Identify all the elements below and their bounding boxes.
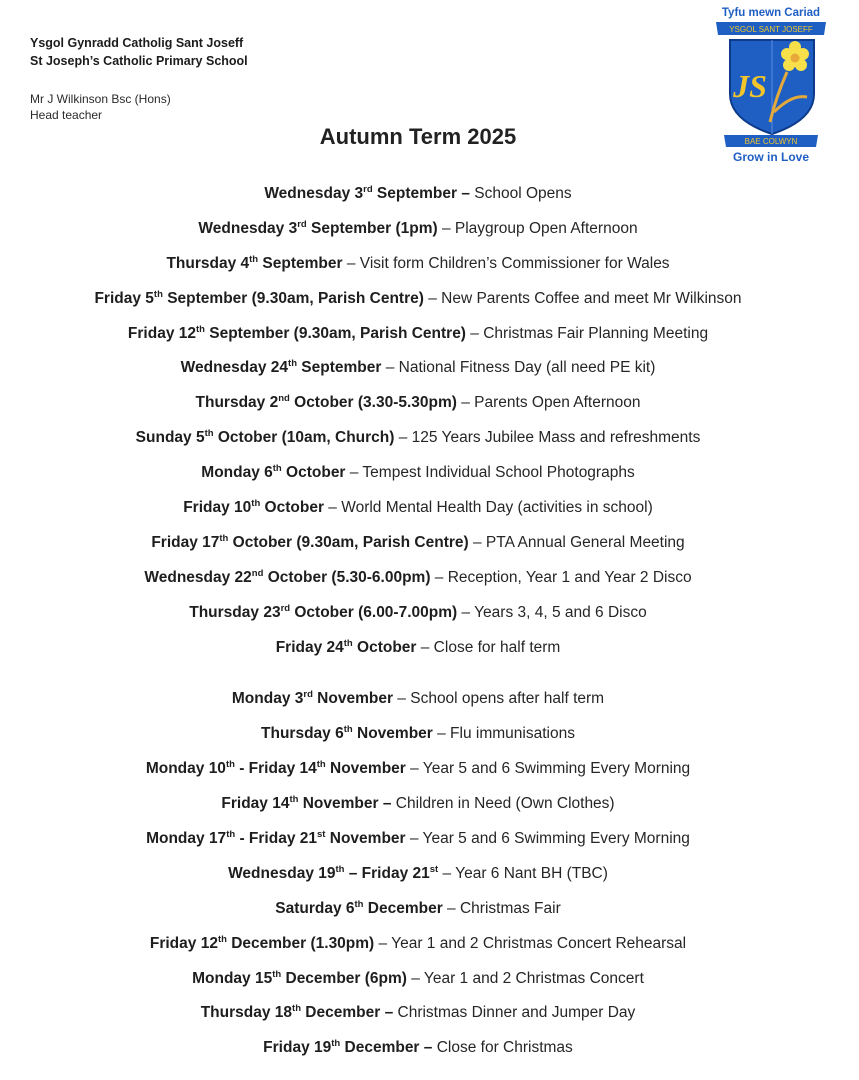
event-item	[0, 638, 836, 673]
date-text: December	[363, 899, 443, 917]
date-text: December (1.30pm)	[226, 934, 375, 952]
date-text: September (9.30am, Parish Centre)	[162, 289, 424, 307]
event-item	[0, 934, 836, 969]
event-date	[146, 760, 406, 777]
date-ordinal-suffix: rd	[297, 218, 307, 230]
event-item	[0, 533, 836, 568]
event-description: – Christmas Fair	[442, 899, 561, 917]
event-item	[0, 219, 836, 254]
event-description: – Close for half term	[416, 638, 561, 656]
event-description: – Christmas Fair Planning Meeting	[465, 324, 709, 342]
date-text: Friday 19	[263, 1039, 332, 1057]
date-ordinal-suffix: rd	[280, 602, 291, 614]
date-text: October (3.30-5.30pm)	[289, 394, 457, 412]
school-name-welsh: Ysgol Gynradd Catholig Sant Joseff	[30, 36, 244, 50]
date-ordinal-suffix: th	[272, 968, 282, 980]
date-ordinal-suffix: th	[272, 463, 282, 475]
date-text: October	[352, 638, 417, 656]
event-date	[232, 690, 393, 707]
event-item	[0, 324, 836, 359]
event-description: Children in Need (Own Clothes)	[391, 795, 615, 813]
date-ordinal-suffix: rd	[363, 184, 373, 195]
date-text: October	[260, 499, 324, 517]
date-ordinal-suffix: th	[204, 428, 214, 440]
date-text: Friday 17	[151, 533, 220, 551]
event-date	[275, 900, 443, 917]
event-date	[201, 464, 345, 481]
event-description: – National Fitness Day (all need PE kit)	[381, 359, 656, 377]
date-text: Thursday 18	[200, 1004, 293, 1022]
date-text: Friday 14	[221, 795, 290, 813]
logo-motto-english: Grow in Love	[732, 150, 810, 164]
date-ordinal-suffix: th	[251, 498, 261, 510]
date-ordinal-suffix: th	[354, 898, 364, 910]
date-text: Monday 3	[231, 690, 304, 708]
date-ordinal-suffix: st	[429, 863, 439, 875]
date-text: December (6pm)	[281, 969, 407, 987]
date-text: Friday 10	[183, 499, 252, 517]
event-item	[0, 794, 836, 829]
event-date	[128, 325, 466, 342]
logo-banner-bottom-text: BAE COLWYN	[744, 137, 798, 146]
event-item	[0, 829, 836, 864]
date-text: November	[312, 690, 393, 708]
date-ordinal-suffix: th	[226, 829, 236, 841]
head-teacher-name: Mr J Wilkinson Bsc (Hons)	[30, 92, 171, 106]
event-description: – Playgroup Open Afternoon	[437, 219, 638, 237]
date-text: Thursday 4	[166, 254, 250, 272]
date-text: September	[297, 359, 382, 377]
event-date	[183, 499, 324, 516]
event-item	[0, 899, 836, 934]
date-text: September (1pm)	[306, 219, 438, 237]
event-description: – Parents Open Afternoon	[456, 394, 641, 412]
date-text: Wednesday 22	[144, 568, 252, 586]
event-description: – Years 3, 4, 5 and 6 Disco	[457, 603, 647, 621]
event-item	[0, 603, 836, 638]
event-item	[0, 689, 836, 724]
date-text: Thursday 2	[195, 394, 279, 412]
date-ordinal-suffix: th	[331, 1038, 341, 1050]
logo-monogram: JS	[733, 68, 767, 104]
event-description: – Year 5 and 6 Swimming Every Morning	[405, 830, 690, 848]
date-ordinal-suffix: st	[317, 829, 326, 841]
date-ordinal-suffix: th	[292, 1003, 301, 1015]
event-item	[0, 969, 836, 1004]
date-text: September –	[372, 185, 470, 202]
event-item	[0, 1003, 836, 1038]
date-text: October (5.30-6.00pm)	[263, 568, 431, 586]
date-text: October (9.30am, Parish Centre)	[228, 533, 469, 551]
event-description: – Flu immunisations	[432, 725, 575, 743]
event-date	[221, 795, 391, 812]
event-date	[261, 725, 433, 742]
date-text: Friday 12	[149, 934, 218, 952]
event-description: – 125 Years Jubilee Mass and refreshments	[394, 429, 701, 447]
event-date	[166, 255, 342, 272]
event-description: – Tempest Individual School Photographs	[345, 464, 635, 482]
date-ordinal-suffix: th	[316, 759, 326, 771]
event-item	[0, 463, 836, 498]
date-text: - Friday 14	[234, 760, 317, 778]
date-ordinal-suffix: rd	[303, 689, 313, 701]
head-teacher-block	[30, 91, 171, 123]
school-header	[30, 34, 248, 70]
events-list	[0, 184, 836, 1073]
event-item	[0, 254, 836, 289]
date-ordinal-suffix: th	[153, 288, 163, 300]
event-date	[150, 935, 374, 952]
event-description: – Visit form Children’s Commissioner for Wales	[342, 254, 670, 272]
event-item	[0, 358, 836, 393]
date-text: – Friday 21	[344, 864, 430, 882]
date-text: Friday 24	[275, 638, 344, 656]
date-ordinal-suffix: th	[219, 532, 229, 544]
event-date	[181, 359, 382, 376]
date-ordinal-suffix: th	[288, 358, 297, 370]
event-item	[0, 393, 836, 428]
date-ordinal-suffix: th	[343, 724, 353, 736]
event-date	[198, 220, 437, 237]
event-date	[196, 394, 457, 411]
event-item	[0, 498, 836, 533]
event-description: – Year 6 Nant BH (TBC)	[438, 864, 608, 882]
event-description: School Opens	[469, 185, 572, 202]
date-text: November –	[298, 795, 392, 813]
event-date	[146, 830, 406, 847]
date-text: - Friday 21	[235, 830, 317, 848]
event-description: – Year 1 and 2 Christmas Concert Rehearsal	[374, 934, 687, 952]
date-ordinal-suffix: nd	[251, 567, 264, 579]
date-text: Wednesday 3	[264, 185, 364, 202]
date-ordinal-suffix: th	[335, 863, 345, 875]
date-text: Monday 6	[201, 464, 273, 482]
event-item	[0, 759, 836, 794]
date-text: Thursday 23	[189, 603, 281, 621]
date-text: September (9.30am, Parish Centre)	[204, 324, 466, 342]
event-item	[0, 724, 836, 759]
event-item	[0, 428, 836, 463]
event-date	[151, 534, 468, 551]
event-description: – World Mental Health Day (activities in school)	[323, 499, 653, 517]
event-description: – School opens after half term	[393, 690, 605, 708]
date-text: Saturday 6	[275, 899, 355, 917]
event-date	[228, 865, 438, 882]
date-text: November	[325, 830, 406, 848]
event-date	[264, 185, 470, 202]
date-text: November	[325, 760, 406, 778]
date-text: October (6.00-7.00pm)	[290, 603, 458, 621]
date-ordinal-suffix: th	[225, 759, 235, 771]
event-date	[201, 1004, 393, 1021]
event-date	[263, 1039, 432, 1056]
date-text: October	[281, 464, 346, 482]
date-ordinal-suffix: th	[289, 794, 299, 806]
date-text: Monday 10	[145, 760, 226, 778]
event-description: – Year 5 and 6 Swimming Every Morning	[405, 760, 691, 778]
date-ordinal-suffix: th	[217, 933, 227, 945]
date-ordinal-suffix: th	[249, 253, 259, 265]
date-ordinal-suffix: th	[195, 323, 205, 335]
date-text: December –	[340, 1039, 433, 1057]
event-description: – Year 1 and 2 Christmas Concert	[406, 969, 644, 987]
event-date	[136, 429, 395, 446]
event-description: Christmas Dinner and Jumper Day	[393, 1004, 636, 1022]
date-text: Monday 15	[192, 969, 273, 987]
event-item	[0, 568, 836, 603]
date-text: Wednesday 3	[198, 219, 298, 237]
date-text: Friday 5	[94, 289, 154, 307]
event-date	[276, 639, 417, 656]
page-title: Autumn Term 2025	[319, 124, 517, 149]
date-ordinal-suffix: nd	[278, 393, 290, 405]
logo-motto-welsh: Tyfu mewn Cariad	[721, 7, 821, 19]
event-date	[144, 569, 430, 586]
date-text: Wednesday 24	[180, 359, 289, 377]
date-text: Thursday 6	[261, 725, 344, 743]
event-item	[0, 1038, 836, 1073]
event-description: – Reception, Year 1 and Year 2 Disco	[430, 568, 692, 586]
school-name-english: St Joseph’s Catholic Primary School	[30, 54, 248, 68]
date-text: October (10am, Church)	[213, 429, 395, 447]
event-item	[0, 864, 836, 899]
date-text: Wednesday 19	[228, 864, 336, 882]
date-text: Sunday 5	[135, 429, 205, 447]
date-ordinal-suffix: th	[343, 637, 353, 649]
event-date	[189, 604, 457, 621]
date-text: September	[258, 254, 343, 272]
head-teacher-role: Head teacher	[30, 108, 103, 122]
event-description: – PTA Annual General Meeting	[468, 533, 685, 551]
date-text: December –	[301, 1004, 394, 1022]
event-description: Close for Christmas	[432, 1039, 573, 1057]
event-item	[0, 289, 836, 324]
date-text: Friday 12	[127, 324, 196, 342]
date-text: Monday 17	[146, 830, 227, 848]
event-date	[94, 290, 423, 307]
date-text: November	[352, 725, 433, 743]
event-date	[192, 970, 407, 987]
event-description: – New Parents Coffee and meet Mr Wilkinson	[423, 289, 742, 307]
event-item	[0, 184, 836, 219]
logo-banner-top-text: YSGOL SANT JOSEFF	[729, 25, 813, 34]
